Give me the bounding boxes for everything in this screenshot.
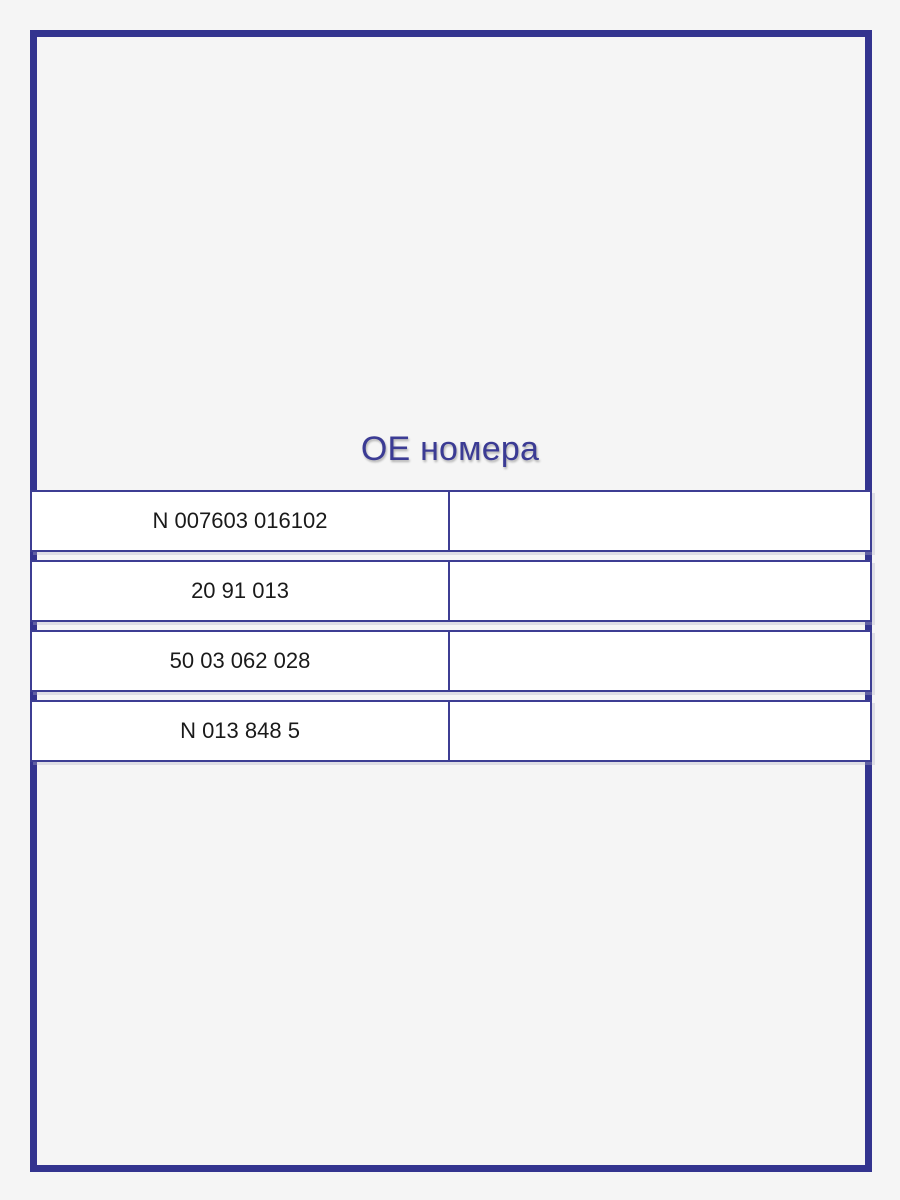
empty-cell: [450, 562, 870, 620]
oe-number-cell: N 007603 016102: [32, 492, 450, 550]
empty-cell: [450, 632, 870, 690]
empty-cell: [450, 702, 870, 760]
oe-number-cell: N 013 848 5: [32, 702, 450, 760]
empty-cell: [450, 492, 870, 550]
table-row: [30, 700, 872, 762]
table-row: [30, 560, 872, 622]
oe-number-cell: 50 03 062 028: [32, 632, 450, 690]
oe-number-cell: 20 91 013: [32, 562, 450, 620]
page-title: OE номера: [360, 430, 540, 468]
table-row: [30, 490, 872, 552]
oe-number-table: [30, 490, 872, 770]
table-row: [30, 630, 872, 692]
